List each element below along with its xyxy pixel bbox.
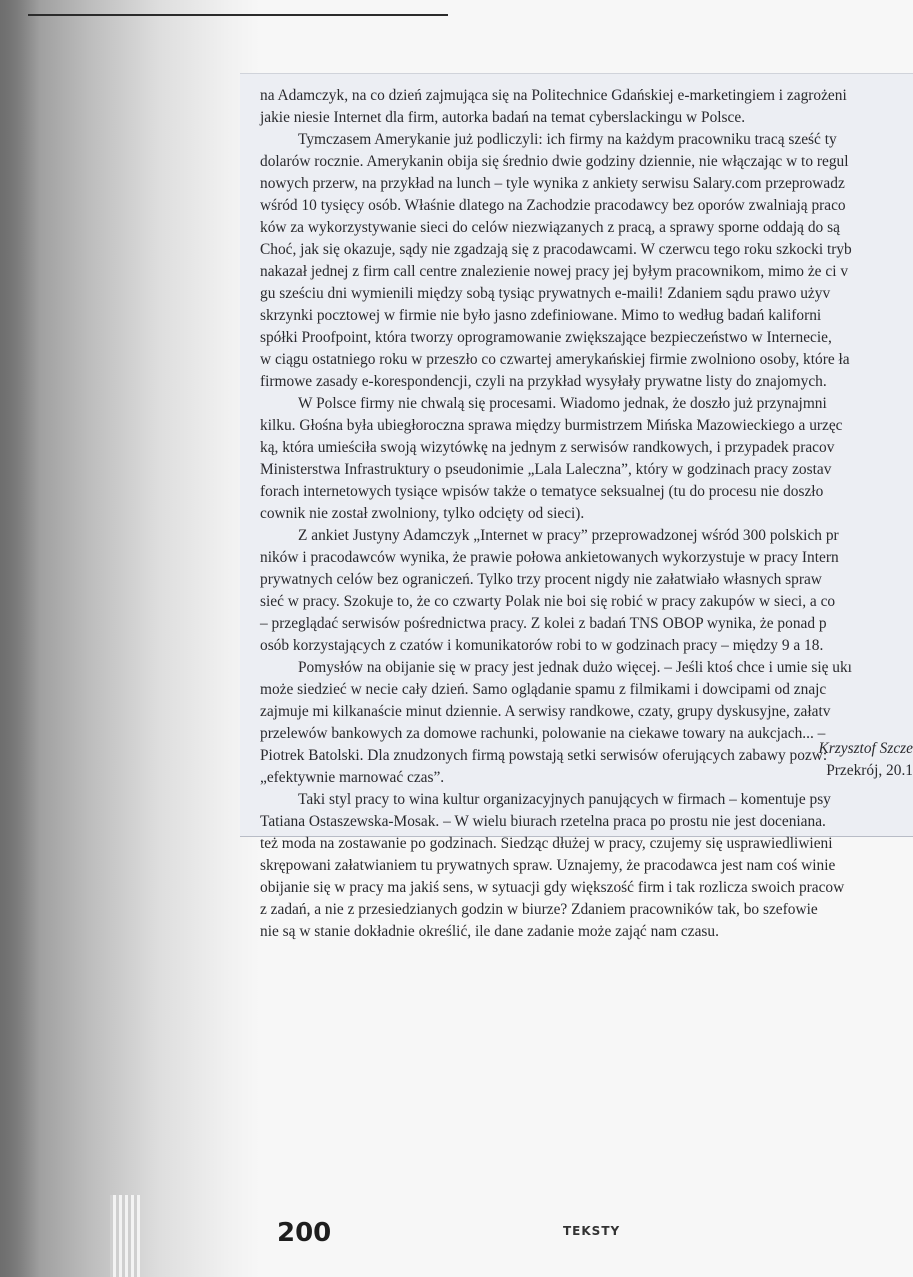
- text-line: skrzynki pocztowej w firmie nie było jasno zdefiniowane. Mimo to według badań kaliforni: [260, 307, 822, 324]
- section-name: TEKSTY: [563, 1224, 621, 1238]
- text-line: nakazał jednej z firm call centre znalezienie nowej pracy jej byłym pracownikom, mimo że ci v: [260, 263, 849, 280]
- text-line: Ministerstwa Infrastruktury o pseudonimie „Lala Laleczna”, który w godzinach pracy zostav: [260, 461, 832, 478]
- text-line: wśród 10 tysięcy osób. Właśnie dlatego na Zachodzie pracodawcy bez oporów zwalniają praco: [260, 197, 846, 214]
- binding-shadow: [0, 0, 40, 1277]
- signature-source: Przekrój, 20.1: [826, 762, 913, 779]
- article-paragraph: [260, 789, 913, 943]
- article-paragraph: [260, 525, 913, 657]
- text-line: dolarów rocznie. Amerykanin obija się średnio dwie godziny dziennie, nie włączając w to regul: [260, 153, 849, 170]
- binding-stripes: [110, 1195, 140, 1277]
- text-line: ką, która umieściła swoją wizytówkę na jednym z serwisów randkowych, i przypadek pracov: [260, 439, 835, 456]
- text-line: prywatnych celów bez ograniczeń. Tylko trzy procent nigdy nie załatwiało własnych spraw: [260, 571, 822, 588]
- text-line: Piotrek Batolski. Dla znudzonych firmą powstają setki serwisów oferujących zabawy pozw:: [260, 747, 828, 764]
- text-line: gu sześciu dni wymienili między sobą tysiąc prywatnych e-maili! Zdaniem sądu prawo użyv: [260, 285, 831, 302]
- article-paragraph: [260, 393, 913, 525]
- text-line: przelewów bankowych za domowe rachunki, polowanie na ciekawe towary na aukcjach... –: [260, 725, 826, 742]
- text-line: kilku. Głośna była ubiegłoroczna sprawa między burmistrzem Mińska Mazowieckiego a urzęc: [260, 417, 843, 434]
- text-line: jakie niesie Internet dla firm, autorka badań na temat cyberslackingu w Polsce.: [260, 109, 746, 126]
- text-line: osób korzystających z czatów i komunikatorów robi to w godzinach pracy – między 9 a 18.: [260, 637, 824, 654]
- article-paragraph: [260, 85, 913, 129]
- page-number: 200: [277, 1218, 332, 1248]
- text-line: firmowe zasady e-korespondencji, czyli na przykład wysyłały prywatne listy do znajomych.: [260, 373, 827, 390]
- text-line: skrępowani załatwianiem tu prywatnych spraw. Uznajemy, że pracodawca jest nam coś winie: [260, 857, 836, 874]
- article-paragraph: [260, 129, 913, 393]
- text-line: cownik nie został zwolniony, tylko odcięty od sieci).: [260, 505, 585, 522]
- text-line: Z ankiet Justyny Adamczyk „Internet w pracy” przeprowadzonej wśród 300 polskich pr: [298, 527, 839, 544]
- text-line: ników i pracodawców wynika, że prawie połowa ankietowanych wykorzystuje w pracy Intern: [260, 549, 839, 566]
- text-line: Tatiana Ostaszewska-Mosak. – W wielu biurach rzetelna praca po prostu nie jest doceniana.: [260, 813, 826, 830]
- text-line: z zadań, a nie z przesiedzianych godzin w biurze? Zdaniem pracowników tak, bo szefowie: [260, 901, 818, 918]
- text-line: Tymczasem Amerykanie już podliczyli: ich firmy na każdym pracowniku tracą sześć ty: [298, 131, 837, 148]
- text-line: spółki Proofpoint, która tworzy oprogramowanie zwiększające bezpieczeństwo w Internecie,: [260, 329, 832, 346]
- signature: [700, 738, 913, 788]
- text-line: „efektywnie marnować czas”.: [260, 769, 445, 786]
- text-line: ków za wykorzystywanie sieci do celów niezwiązanych z pracą, a sprawy sporne oddają do są: [260, 219, 840, 236]
- top-rule: [28, 14, 448, 16]
- text-line: może siedzieć w necie cały dzień. Samo oglądanie spamu z filmikami i dowcipami od znajc: [260, 681, 827, 698]
- text-line: nowych przerw, na przykład na lunch – tyle wynika z ankiety serwisu Salary.com przeprowadz: [260, 175, 845, 192]
- text-line: sieć w pracy. Szokuje to, że co czwarty Polak nie boi się robić w pracy zakupów w sieci, a co: [260, 593, 836, 610]
- text-line: forach internetowych tysiące wpisów także o tematyce seksualnej (tu do procesu nie doszło: [260, 483, 824, 500]
- text-line: na Adamczyk, na co dzień zajmująca się na Politechnice Gdańskiej e-marketingiem i zagrożeni: [260, 87, 847, 104]
- text-line: zajmuje mi kilkanaście minut dziennie. A serwisy randkowe, czaty, grupy dyskusyjne, załatv: [260, 703, 831, 720]
- text-line: W Polsce firmy nie chwalą się procesami. Wiadomo jednak, że doszło już przynajmni: [298, 395, 827, 412]
- text-line: nie są w stanie dokładnie określić, ile dane zadanie może zająć nam czasu.: [260, 923, 719, 940]
- text-line: Taki styl pracy to wina kultur organizacyjnych panujących w firmach – komentuje psy: [298, 791, 831, 808]
- text-line: też moda na zostawanie po godzinach. Siedząc dłużej w pracy, czujemy się usprawiedliwieni: [260, 835, 833, 852]
- article-body: [260, 85, 913, 940]
- text-line: – przeglądać serwisów pośrednictwa pracy. Z kolei z badań TNS OBOP wynika, że ponad p: [260, 615, 827, 632]
- text-line: obijanie się w pracy ma jakiś sens, w sytuacji gdy większość firm i tak rozlicza swoich pracow: [260, 879, 845, 896]
- text-line: Choć, jak się okazuje, sądy nie zgadzają się z pracodawcami. W czerwcu tego roku szkocki tryb: [260, 241, 852, 258]
- text-line: Pomysłów na obijanie się w pracy jest jednak dużo więcej. – Jeśli ktoś chce i umie się ukı: [298, 659, 852, 676]
- text-line: w ciągu ostatniego roku w przeszło co czwartej amerykańskiej firmie zwolniono osoby, które ła: [260, 351, 850, 368]
- signature-author: Krzysztof Szcze: [818, 740, 913, 757]
